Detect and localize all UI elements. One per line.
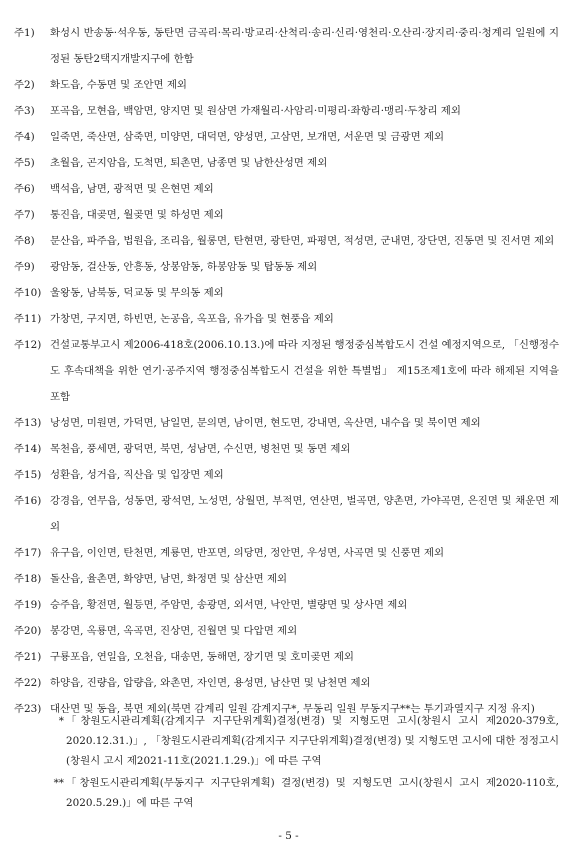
note-text: 승주읍, 황전면, 월등면, 주암면, 송광면, 외서면, 낙안면, 별량면 및 상사면 제외 <box>50 599 408 611</box>
note-item <box>14 72 559 98</box>
note-text: 울왕동, 남북동, 덕교동 및 무의동 제외 <box>50 287 224 299</box>
note-text: 일죽면, 죽산면, 삼죽면, 미양면, 대덕면, 양성면, 고삼면, 보개면, 서운면 및 금광면 제외 <box>50 131 444 143</box>
footnote-item <box>14 711 559 771</box>
note-text: 구룡포읍, 연일읍, 오천읍, 대송면, 동해면, 장기면 및 호미곶면 제외 <box>50 651 354 663</box>
note-text: 화성시 반송동·석우동, 동탄면 금곡리·목리·방교리·산척리·송리·신리·영천리·오산리·장지리·중리·청계리 일원에 지정된 동탄2택지개발지구에 한함 <box>50 27 559 65</box>
note-number: 주5) <box>14 157 35 169</box>
note-item <box>14 228 559 254</box>
note-number: 주10) <box>14 287 42 299</box>
note-number: 주3) <box>14 105 35 117</box>
note-text: 문산읍, 파주읍, 법원읍, 조리읍, 월롱면, 탄현면, 광탄면, 파평면, 적성면, 군내면, 장단면, 진동면 및 진서면 제외 <box>50 235 555 247</box>
note-text: 백석읍, 남면, 광적면 및 은현면 제외 <box>50 183 214 195</box>
page-number: - 5 - <box>278 830 299 842</box>
note-text: 하양읍, 진량읍, 압량읍, 와촌면, 자인면, 용성면, 남산면 및 남천면 제외 <box>50 677 371 689</box>
note-item <box>14 98 559 124</box>
note-number: 주21) <box>14 651 42 663</box>
footnote-item <box>14 773 559 813</box>
note-item <box>14 436 559 462</box>
notes-list <box>14 20 559 722</box>
footnote-text: 「창원도시관리계획(감계지구 지구단위계획)결정(변경) 및 지형도면 고시(창원시 고시 제2020-379호, 2020.12.31.)」, 「창원도시관리계획(감계지구 지구단위계획)결정(변경) 및 지형도면 고시에 대한 정정고시(창원시 고시 제2021-11호(2021.1.29.)」에 따른 구역 <box>66 715 559 767</box>
note-text: 가창면, 구지면, 하빈면, 논공읍, 옥포읍, 유가읍 및 현풍읍 제외 <box>50 313 334 325</box>
note-text: 강경읍, 연무읍, 성동면, 광석면, 노성면, 상월면, 부적면, 연산면, 벌곡면, 양촌면, 가야곡면, 은진면 및 채운면 제외 <box>50 495 559 533</box>
note-item <box>14 280 559 306</box>
note-item <box>14 150 559 176</box>
note-number: 주14) <box>14 443 42 455</box>
note-number: 주18) <box>14 573 42 585</box>
note-item <box>14 124 559 150</box>
note-item <box>14 462 559 488</box>
note-text: 통진읍, 대곶면, 월곶면 및 하성면 제외 <box>50 209 224 221</box>
note-number: 주15) <box>14 469 42 481</box>
footnotes-list <box>14 711 559 815</box>
note-number: 주12) <box>14 339 42 351</box>
note-item <box>14 20 559 72</box>
note-text: 낭성면, 미원면, 가덕면, 남일면, 문의면, 남이면, 현도면, 강내면, 옥산면, 내수읍 및 북이면 제외 <box>50 417 481 429</box>
note-number: 주11) <box>14 313 42 325</box>
note-item <box>14 618 559 644</box>
note-item <box>14 670 559 696</box>
note-item <box>14 410 559 436</box>
note-number: 주20) <box>14 625 42 637</box>
note-number: 주22) <box>14 677 42 689</box>
note-item <box>14 644 559 670</box>
note-item <box>14 254 559 280</box>
note-text: 대산면 및 동읍, 북면 제외(북면 감계리 일원 감계지구*, 무동리 일원 무동지구**는 투기과열지구 지정 유지) <box>50 703 535 715</box>
note-number: 주2) <box>14 79 35 91</box>
note-text: 성환읍, 성거읍, 직산읍 및 입장면 제외 <box>50 469 224 481</box>
note-item <box>14 488 559 540</box>
note-number: 주9) <box>14 261 35 273</box>
note-text: 화도읍, 수동면 및 조안면 제외 <box>50 79 187 91</box>
note-item <box>14 202 559 228</box>
note-number: 주23) <box>14 703 42 715</box>
note-number: 주1) <box>14 27 35 39</box>
note-item <box>14 540 559 566</box>
note-number: 주13) <box>14 417 42 429</box>
note-item <box>14 592 559 618</box>
footnote-text: 「창원도시관리계획(무동지구 지구단위계획) 결정(변경) 및 지형도면 고시(창원시 고시 제2020-110호, 2020.5.29.)」에 따른 구역 <box>66 777 559 809</box>
note-text: 광암동, 걸산동, 안흥동, 상봉암동, 하봉암동 및 탑동동 제외 <box>50 261 318 273</box>
note-number: 주8) <box>14 235 35 247</box>
note-text: 초월읍, 곤지암읍, 도척면, 퇴촌면, 남종면 및 남한산성면 제외 <box>50 157 328 169</box>
note-text: 돌산읍, 율촌면, 화양면, 남면, 화정면 및 삼산면 제외 <box>50 573 288 585</box>
note-number: 주6) <box>14 183 35 195</box>
note-number: 주16) <box>14 495 42 507</box>
note-number: 주19) <box>14 599 42 611</box>
note-number: 주7) <box>14 209 35 221</box>
note-text: 유구읍, 이인면, 탄천면, 계룡면, 반포면, 의당면, 정안면, 우성면, 사곡면 및 신풍면 제외 <box>50 547 444 559</box>
note-text: 봉강면, 옥룡면, 옥곡면, 진상면, 진월면 및 다압면 제외 <box>50 625 298 637</box>
note-number: 주4) <box>14 131 35 143</box>
note-item <box>14 176 559 202</box>
note-number: 주17) <box>14 547 42 559</box>
note-text: 목천읍, 풍세면, 광덕면, 북면, 성남면, 수신면, 병천면 및 동면 제외 <box>50 443 351 455</box>
footnote-mark: ** <box>53 777 64 789</box>
note-text: 포곡읍, 모현읍, 백암면, 양지면 및 원삼면 가재월리·사암리·미평리·좌항리·맹리·두창리 제외 <box>50 105 461 117</box>
note-item <box>14 566 559 592</box>
footnote-mark: * <box>58 715 64 727</box>
note-item <box>14 332 559 410</box>
note-text: 건설교통부고시 제2006-418호(2006.10.13.)에 따라 지정된 행정중심복합도시 건설 예정지역으로, 「신행정수도 후속대책을 위한 연기·공주지역 행정중심복합도시 건설을 위한 특별법」 제15조제1호에 따라 해제된 지역을 포함 <box>50 339 559 403</box>
note-item <box>14 306 559 332</box>
